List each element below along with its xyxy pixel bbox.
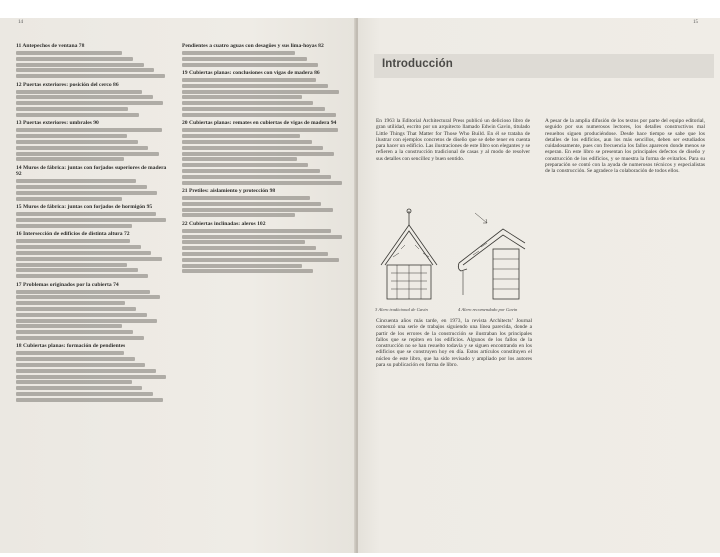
toc-subentry-line: [16, 392, 153, 396]
toc-subentry-line: [182, 134, 300, 138]
toc-subentry-line: [16, 324, 122, 328]
toc-subentry-line: [16, 251, 151, 255]
toc-entry-title: 21 Pretiles: aislamiento y protección 98: [182, 188, 276, 194]
toc-subentry-line: [16, 257, 162, 261]
toc-subentry-line: [16, 95, 153, 99]
toc-entry: [16, 82, 168, 117]
toc-entry: [16, 282, 168, 340]
eaves-sketch-figure: [375, 203, 531, 305]
toc-entry: [16, 231, 168, 278]
toc-subentry-line: [182, 78, 316, 82]
toc-subentry-line: [16, 263, 127, 267]
toc-subentry-line: [16, 101, 163, 105]
toc-entry-title: 13 Puertas exteriores: umbrales 90: [16, 120, 99, 127]
toc-subentry-line: [16, 307, 136, 311]
toc-subentry-line: [182, 264, 302, 268]
toc-subentry-line: [16, 239, 130, 243]
toc-subentry-line: [182, 229, 331, 233]
section-heading: Introducción: [382, 58, 453, 70]
toc-entry: [16, 204, 168, 228]
toc-entry-title: 19 Cubiertas planas: conclusiones con vigas de madera 86: [182, 70, 320, 77]
toc-subentry-line: [182, 269, 313, 273]
toc-subentry-line: [16, 152, 159, 156]
toc-subentry-line: [182, 163, 308, 167]
toc-subentry-line: [16, 357, 135, 361]
toc-subentry-line: [182, 95, 302, 99]
toc-subentry-line: [16, 274, 148, 278]
toc-subentry-line: [182, 175, 331, 179]
toc-column-1: [16, 43, 168, 548]
toc-subentry-line: [16, 146, 148, 150]
toc-subentry-line: [182, 202, 321, 206]
toc-subentry-line: [16, 295, 160, 299]
toc-subentry-line: [16, 375, 166, 379]
toc-subentry-line: [182, 90, 339, 94]
section-heading-bar: [374, 54, 714, 78]
toc-subentry-line: [182, 152, 334, 156]
toc-subentry-line: [16, 380, 132, 384]
toc-subentry-line: [16, 290, 150, 294]
toc-subentry-line: [182, 252, 328, 256]
body-text-column-2: A pesar de la amplia difusión de los textos por parte del equipo editorial, seguido por sus numerosos lectores, los detalles constructivos mal resueltos siguen produciéndose. Desde hace tiempo se sabe que los detalles de los edificios, aun los más sencillos, deben ser estudiados cuidadosamente, pues con frecuencia los fallos aparecen donde menos se esperan. En este libro se presentan los principales defectos de diseño y construcción de los edificios, y se muestra la forma de evitarlos. Para su preparación se contó con la ayuda de numerosos técnicos y especialistas de la construcción. Se agradece la colaboración de todos ellos.: [545, 118, 705, 175]
toc-subentry-line: [16, 336, 144, 340]
toc-entry: [182, 188, 344, 217]
toc-subentry-line: [182, 101, 313, 105]
toc-subentry-line: [182, 169, 320, 173]
toc-subentry-line: [182, 208, 333, 212]
toc-subentry-line: [182, 196, 310, 200]
toc-entry: [16, 343, 168, 401]
toc-entry-title: 12 Puertas exteriores: posición del cerco 86: [16, 81, 119, 88]
toc-subentry-line: [182, 258, 339, 262]
body-text-column-1: Cincuenta años más tarde, en 1973, la revista Architects’ Journal comenzó una serie de trabajos siguiendo una línea parecida, donde a partir de los errores de la construcción se ilustraban los principales fallos que se repiten en los edificios. Algunos de los fallos de la construcción no se han resuelto todavía y se siguen encontrando en los edificios que se construyen hoy en día. Estos artículos constituyen el núcleo de este libro, que ha sido revisado y ampliado por los autores para su publicación en forma de libro.: [376, 318, 532, 369]
right-page: [358, 18, 720, 553]
toc-subentry-line: [182, 113, 336, 117]
toc-subentry-line: [16, 191, 157, 195]
toc-entry-title: 16 Intersección de edificios de distinta altura 72: [16, 231, 130, 238]
toc-subentry-line: [16, 268, 138, 272]
toc-subentry-line: [182, 140, 312, 144]
toc-subentry-line: [16, 128, 162, 132]
toc-subentry-line: [182, 235, 342, 239]
toc-subentry-line: [16, 398, 163, 402]
toc-subentry-line: [16, 51, 122, 55]
toc-subentry-line: [16, 140, 138, 144]
toc-subentry-line: [16, 313, 147, 317]
left-page: [0, 18, 356, 553]
toc-subentry-line: [16, 157, 124, 161]
toc-subentry-line: [182, 57, 307, 61]
toc-subentry-line: [16, 369, 156, 373]
toc-subentry-line: [16, 245, 141, 249]
figure-caption-right: 4 Alero recomendado por Gavin: [458, 307, 518, 312]
toc-subentry-line: [16, 218, 166, 222]
toc-subentry-line: [16, 68, 154, 72]
toc-subentry-line: [16, 363, 145, 367]
book-spread: [0, 18, 720, 553]
toc-column-2: [182, 43, 344, 423]
toc-entry: [16, 120, 168, 161]
toc-subentry-line: [182, 181, 342, 185]
toc-subentry-line: [16, 351, 124, 355]
toc-subentry-line: [16, 90, 142, 94]
toc-entry-title: 11 Antepechos de ventana 78: [16, 43, 85, 49]
toc-subentry-line: [182, 146, 323, 150]
toc-subentry-line: [16, 113, 139, 117]
toc-subentry-line: [16, 386, 142, 390]
toc-entry: [16, 43, 168, 78]
toc-entry: [182, 43, 344, 67]
toc-subentry-line: [182, 63, 318, 67]
toc-subentry-line: [16, 63, 144, 67]
toc-subentry-line: [16, 179, 136, 183]
toc-subentry-line: [16, 224, 132, 228]
toc-entry-title: 22 Cubiertas inclinadas: aleros 102: [182, 220, 266, 227]
toc-subentry-line: [182, 51, 295, 55]
toc-subentry-line: [182, 246, 316, 250]
toc-subentry-line: [16, 319, 157, 323]
page-number-right: 15: [693, 20, 698, 25]
toc-entry-title: Pendientes a cuatro aguas con desagües y sus lima-hoyas 82: [182, 43, 324, 49]
toc-subentry-line: [16, 197, 122, 201]
toc-entry: [182, 120, 344, 184]
toc-subentry-line: [182, 240, 305, 244]
toc-entry-title: 20 Cubiertas planas: remates en cubiertas de vigas de madera 94: [182, 120, 337, 127]
toc-subentry-line: [16, 301, 125, 305]
toc-subentry-line: [182, 84, 328, 88]
toc-subentry-line: [182, 128, 338, 132]
toc-entry: [16, 165, 168, 201]
toc-subentry-line: [16, 330, 133, 334]
toc-subentry-line: [16, 212, 156, 216]
toc-subentry-line: [16, 107, 128, 111]
toc-subentry-line: [16, 185, 147, 189]
figure-caption-left: 3 Alero tradicional de Gavin: [375, 307, 428, 312]
toc-subentry-line: [16, 74, 165, 78]
toc-entry-title: 15 Muros de fábrica: juntas con forjados de hormigón 95: [16, 204, 153, 211]
toc-entry: [182, 70, 344, 117]
toc-entry-title: 17 Problemas originados por la cubierta 74: [16, 281, 119, 288]
toc-subentry-line: [182, 157, 297, 161]
intro-paragraph: En 1963 la Editorial Architectural Press publicó un delicioso libro de gran utilidad, escrito por un arquitecto llamado Edwin Gavin, titulado Little Things That Matter for Those Who Build. En él se trataba de ilustrar con ejemplos concretos de diseño que se debe tener en cuenta para hacer un edificio. Las ilustraciones de este libro son elegantes y se refieren a la construcción tradicional de casas y al modo de resolver sus detalles con sencillez y buen sentido.: [376, 118, 530, 162]
page-number-left: 14: [18, 20, 23, 25]
toc-subentry-line: [16, 134, 127, 138]
toc-subentry-line: [16, 57, 133, 61]
toc-entry-title: 14 Muros de fábrica: juntas con forjados superiores de madera 92: [16, 164, 167, 178]
toc-entry-title: 18 Cubiertas planas: formación de pendientes: [16, 343, 126, 350]
toc-entry: [182, 221, 344, 274]
toc-subentry-line: [182, 107, 325, 111]
toc-subentry-line: [182, 213, 295, 217]
